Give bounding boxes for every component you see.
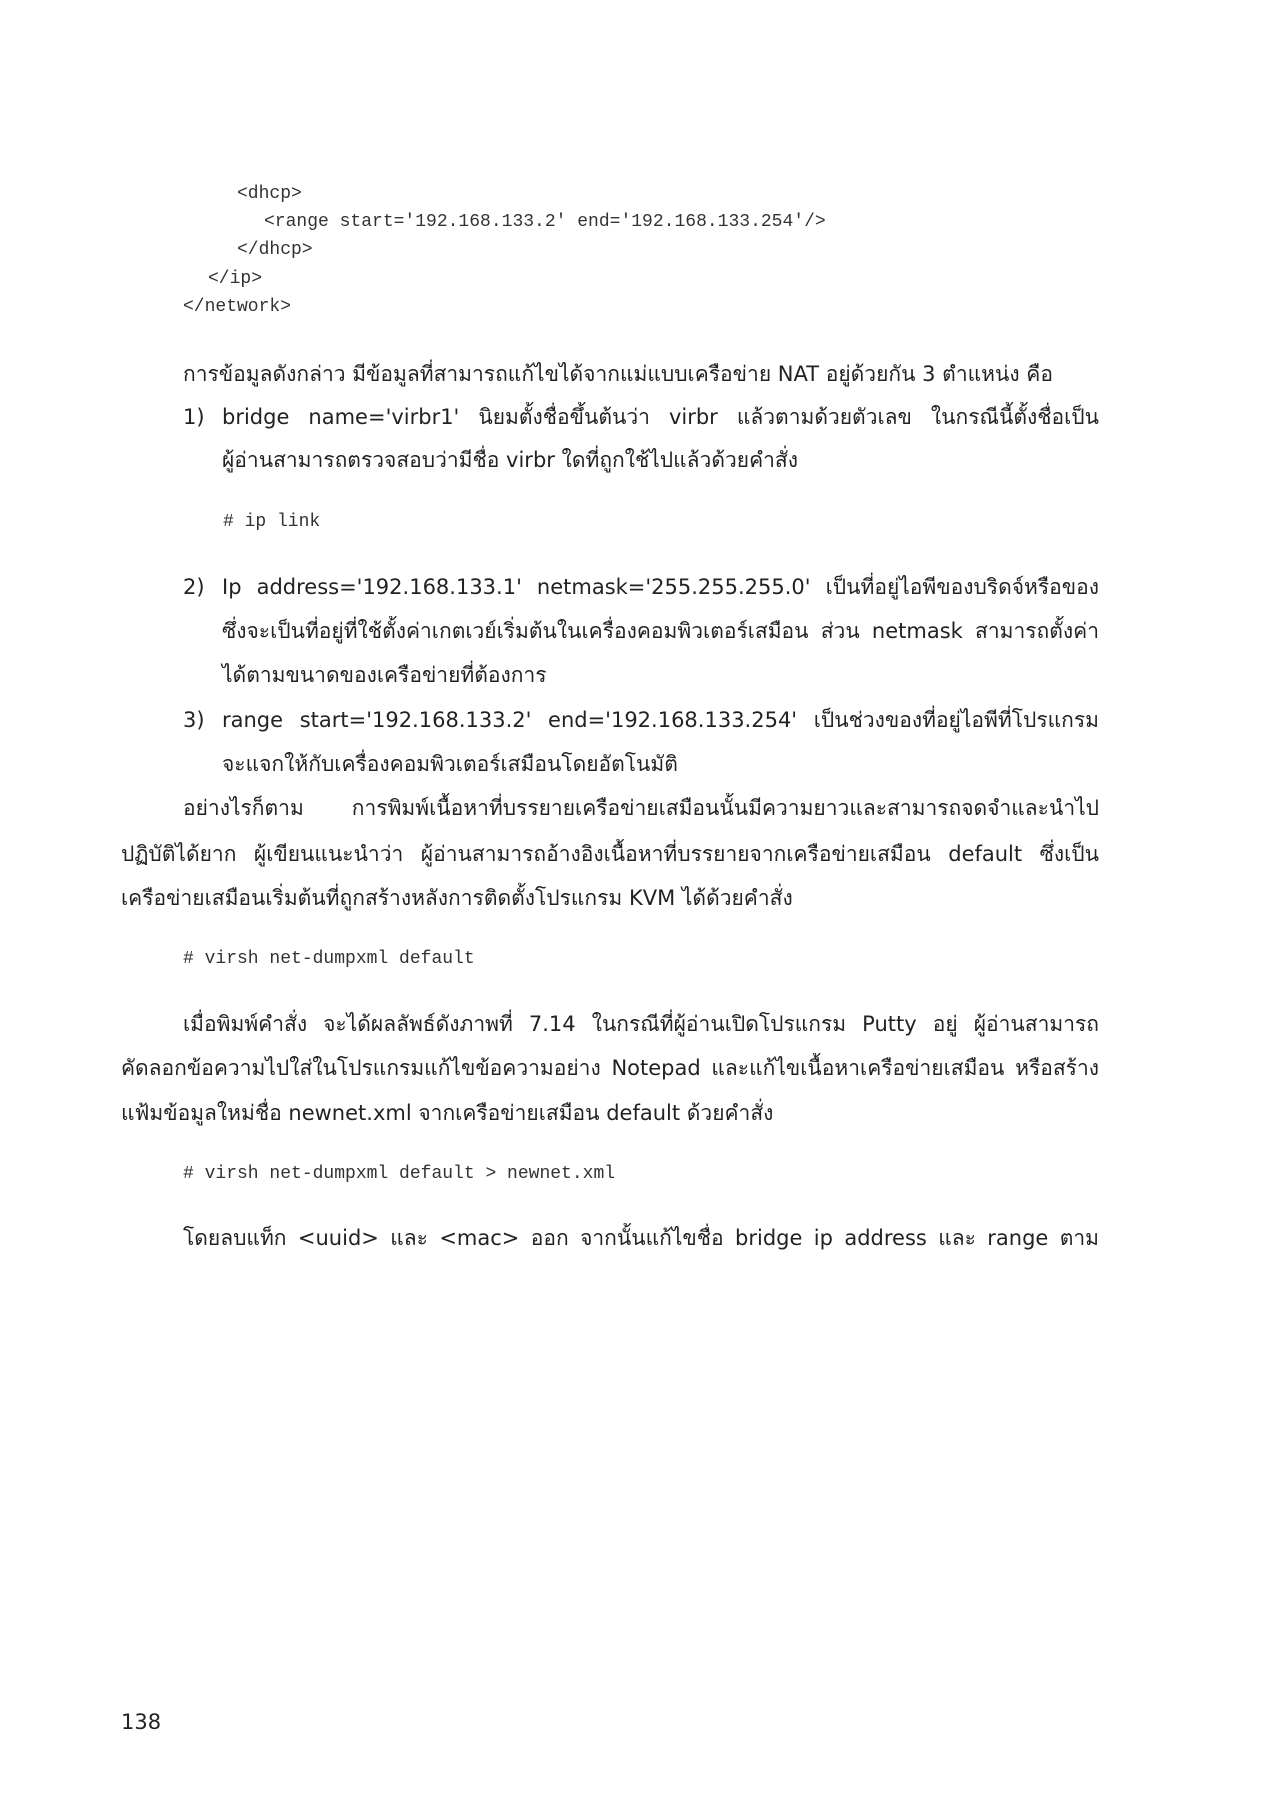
- list-item-text: ผู้อ่านสามารถตรวจสอบว่ามีชื่อ virbr ใดที่ถูกใช้ไปแล้วด้วยคำสั่ง: [222, 448, 798, 472]
- list-item-text: bridge name='virbr1' นิยมตั้งชื่อขึ้นต้นว่า virbr แล้วตามด้วยตัวเลข ในกรณีนี้ตั้งชื่อเป็น: [222, 405, 1099, 429]
- list-number: 3): [183, 708, 205, 732]
- code-line: </ip>: [208, 269, 263, 289]
- list-item-text: จะแจกให้กับเครื่องคอมพิวเตอร์เสมือนโดยอัตโนมัติ: [222, 752, 678, 776]
- paragraph-line: ปฏิบัติได้ยาก ผู้เขียนแนะนำว่า ผู้อ่านสามารถอ้างอิงเนื้อหาที่บรรยายจากเครือข่ายเสมือน default ซึ่งเป็น: [121, 842, 1099, 866]
- code-line: # virsh net-dumpxml default > newnet.xml: [183, 1164, 616, 1184]
- paragraph-line: โดยลบแท็ก <uuid> และ <mac> ออก จากนั้นแก้ไขชื่อ bridge ip address และ range ตาม: [183, 1226, 1099, 1250]
- code-line: </network>: [183, 297, 292, 317]
- paragraph-line: อย่างไรก็ตาม การพิมพ์เนื้อหาที่บรรยายเครือข่ายเสมือนนั้นมีความยาวและสามารถจดจำและนำไป: [183, 796, 1099, 820]
- list-number: 2): [183, 575, 205, 599]
- paragraph-line: คัดลอกข้อความไปใส่ในโปรแกรมแก้ไขข้อความอย่าง Notepad และแก้ไขเนื้อหาเครือข่ายเสมือน หรือสร้าง: [121, 1056, 1099, 1080]
- paragraph-line: เมื่อพิมพ์คำสั่ง จะได้ผลลัพธ์ดังภาพที่ 7.14 ในกรณีที่ผู้อ่านเปิดโปรแกรม Putty อยู่ ผู้อ่านสามารถ: [183, 1012, 1099, 1036]
- list-item-text: ซึ่งจะเป็นที่อยู่ที่ใช้ตั้งค่าเกตเวย์เริ่มต้นในเครื่องคอมพิวเตอร์เสมือน ส่วน netmask สามารถตั้งค่า: [222, 619, 1099, 643]
- paragraph-line: เครือข่ายเสมือนเริ่มต้นที่ถูกสร้างหลังการติดตั้งโปรแกรม KVM ได้ด้วยคำสั่ง: [121, 886, 793, 910]
- list-item-text: Ip address='192.168.133.1' netmask='255.255.255.0' เป็นที่อยู่ไอพีของบริดจ์หรือของ: [222, 575, 1099, 599]
- code-line: # virsh net-dumpxml default: [183, 949, 475, 969]
- code-line: </dhcp>: [237, 240, 313, 260]
- list-number: 1): [183, 405, 205, 429]
- list-item-text: ได้ตามขนาดของเครือข่ายที่ต้องการ: [222, 663, 547, 687]
- code-line: <range start='192.168.133.2' end='192.168.133.254'/>: [264, 212, 826, 232]
- code-line: <dhcp>: [237, 184, 302, 204]
- paragraph-line: แฟ้มข้อมูลใหม่ชื่อ newnet.xml จากเครือข่ายเสมือน default ด้วยคำสั่ง: [121, 1101, 774, 1125]
- list-item-text: range start='192.168.133.2' end='192.168.133.254' เป็นช่วงของที่อยู่ไอพีที่โปรแกรม: [222, 708, 1099, 732]
- code-line: # ip link: [223, 512, 321, 532]
- intro-paragraph: การข้อมูลดังกล่าว มีข้อมูลที่สามารถแก้ไขได้จากแม่แบบเครือข่าย NAT อยู่ด้วยกัน 3 ตำแหน่ง คือ: [183, 362, 1053, 386]
- page-number: 138: [121, 1710, 162, 1734]
